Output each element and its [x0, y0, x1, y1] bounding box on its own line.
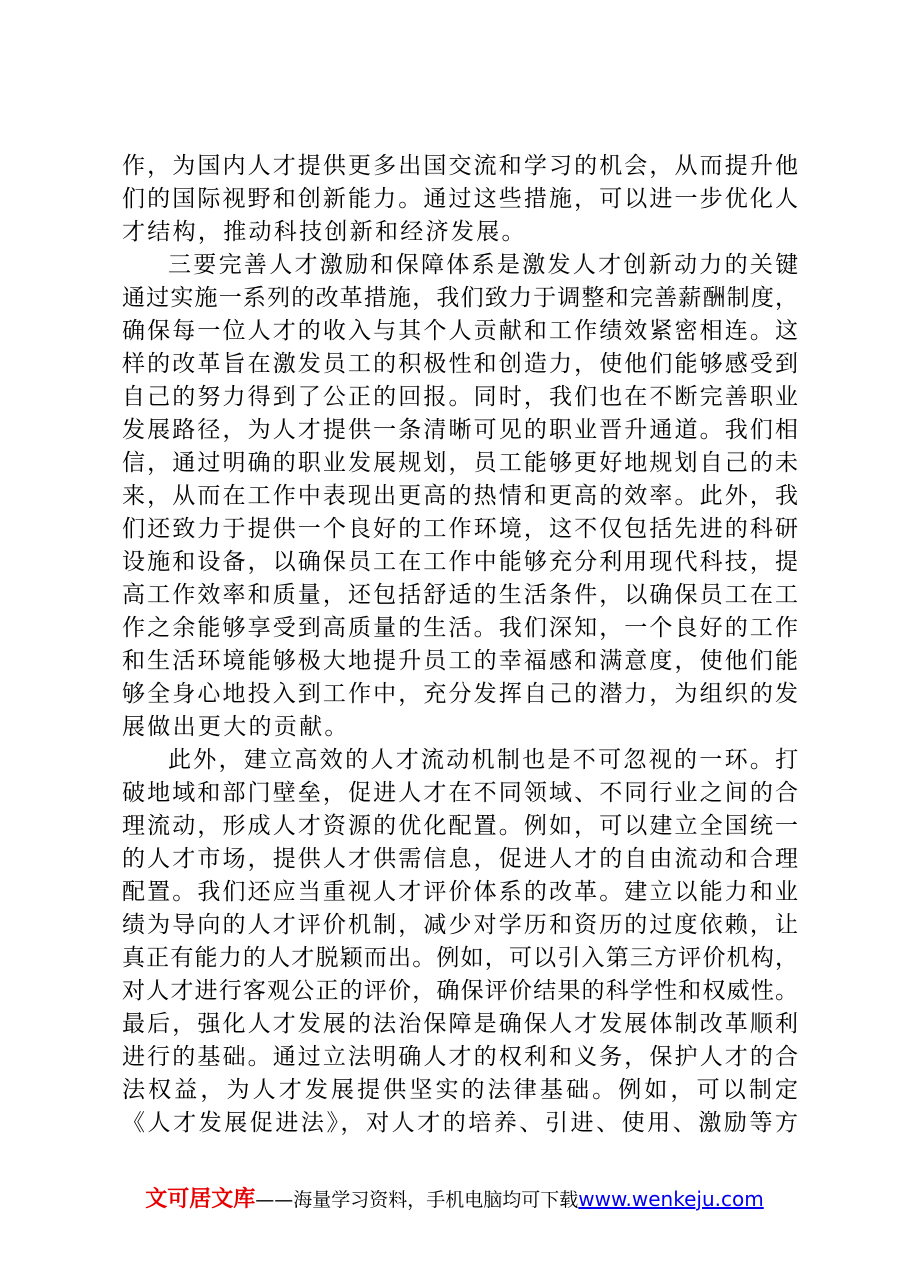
text-line: 确保每一位人才的收入与其个人贡献和工作绩效紧密相连。这	[122, 318, 798, 344]
text-line: 自己的努力得到了公正的回报。同时，我们也在不断完善职业	[122, 384, 798, 410]
text-line: 对人才进行客观公正的评价，确保评价结果的科学性和权威性。	[122, 978, 798, 1004]
text-line: 们的国际视野和创新能力。通过这些措施，可以进一步优化人	[122, 186, 798, 212]
text-line: 理流动，形成人才资源的优化配置。例如，可以建立全国统一	[122, 813, 798, 839]
text-line: 最后，强化人才发展的法治保障是确保人才发展体制改革顺利	[122, 1011, 798, 1037]
text-line: 通过实施一系列的改革措施，我们致力于调整和完善薪酬制度，	[122, 285, 798, 311]
text-line: 破地域和部门壁垒，促进人才在不同领域、不同行业之间的合	[122, 780, 798, 806]
text-line: 们还致力于提供一个良好的工作环境，这不仅包括先进的科研	[122, 516, 798, 542]
text-line: 设施和设备，以确保员工在工作中能够充分利用现代科技，提	[122, 549, 798, 575]
text-line: 《人才发展促进法》，对人才的培养、引进、使用、激励等方	[122, 1110, 798, 1136]
text-line: 和生活环境能够极大地提升员工的幸福感和满意度，使他们能	[122, 648, 798, 674]
text-line: 来，从而在工作中表现出更高的热情和更高的效率。此外，我	[122, 483, 798, 509]
text-line: 法权益，为人才发展提供坚实的法律基础。例如，可以制定	[122, 1077, 798, 1103]
text-line: 绩为导向的人才评价机制，减少对学历和资历的过度依赖，让	[122, 912, 798, 938]
text-line: 发展路径，为人才提供一条清晰可见的职业晋升通道。我们相	[122, 417, 798, 443]
text-line: 真正有能力的人才脱颖而出。例如，可以引入第三方评价机构，	[122, 945, 798, 971]
text-line: 才结构，推动科技创新和经济发展。	[122, 219, 527, 245]
text-line: 的人才市场，提供人才供需信息，促进人才的自由流动和合理	[122, 846, 798, 872]
paragraph-start-line: 此外，建立高效的人才流动机制也是不可忽视的一环。打	[168, 747, 801, 773]
text-line: 作，为国内人才提供更多出国交流和学习的机会，从而提升他	[122, 153, 798, 179]
footer-website-link[interactable]: www.wenkeju.com	[578, 1187, 764, 1211]
text-line: 够全身心地投入到工作中，充分发挥自己的潜力，为组织的发	[122, 681, 798, 707]
text-line: 展做出更大的贡献。	[122, 714, 350, 740]
paragraph-start-line: 三要完善人才激励和保障体系是激发人才创新动力的关键	[168, 252, 801, 278]
text-line: 进行的基础。通过立法明确人才的权利和义务，保护人才的合	[122, 1044, 798, 1070]
text-line: 信，通过明确的职业发展规划，员工能够更好地规划自己的未	[122, 450, 798, 476]
footer-tagline: ——海量学习资料，手机电脑均可下载	[255, 1189, 579, 1211]
text-line: 高工作效率和质量，还包括舒适的生活条件，以确保员工在工	[122, 582, 798, 608]
text-line: 样的改革旨在激发员工的积极性和创造力，使他们能够感受到	[122, 351, 798, 377]
text-line: 作之余能够享受到高质量的生活。我们深知，一个良好的工作	[122, 615, 798, 641]
text-line: 配置。我们还应当重视人才评价体系的改革。建立以能力和业	[122, 879, 798, 905]
footer-banner	[0, 1182, 909, 1213]
document-body	[122, 150, 801, 1140]
footer-brand: 文可居文库	[145, 1187, 256, 1212]
